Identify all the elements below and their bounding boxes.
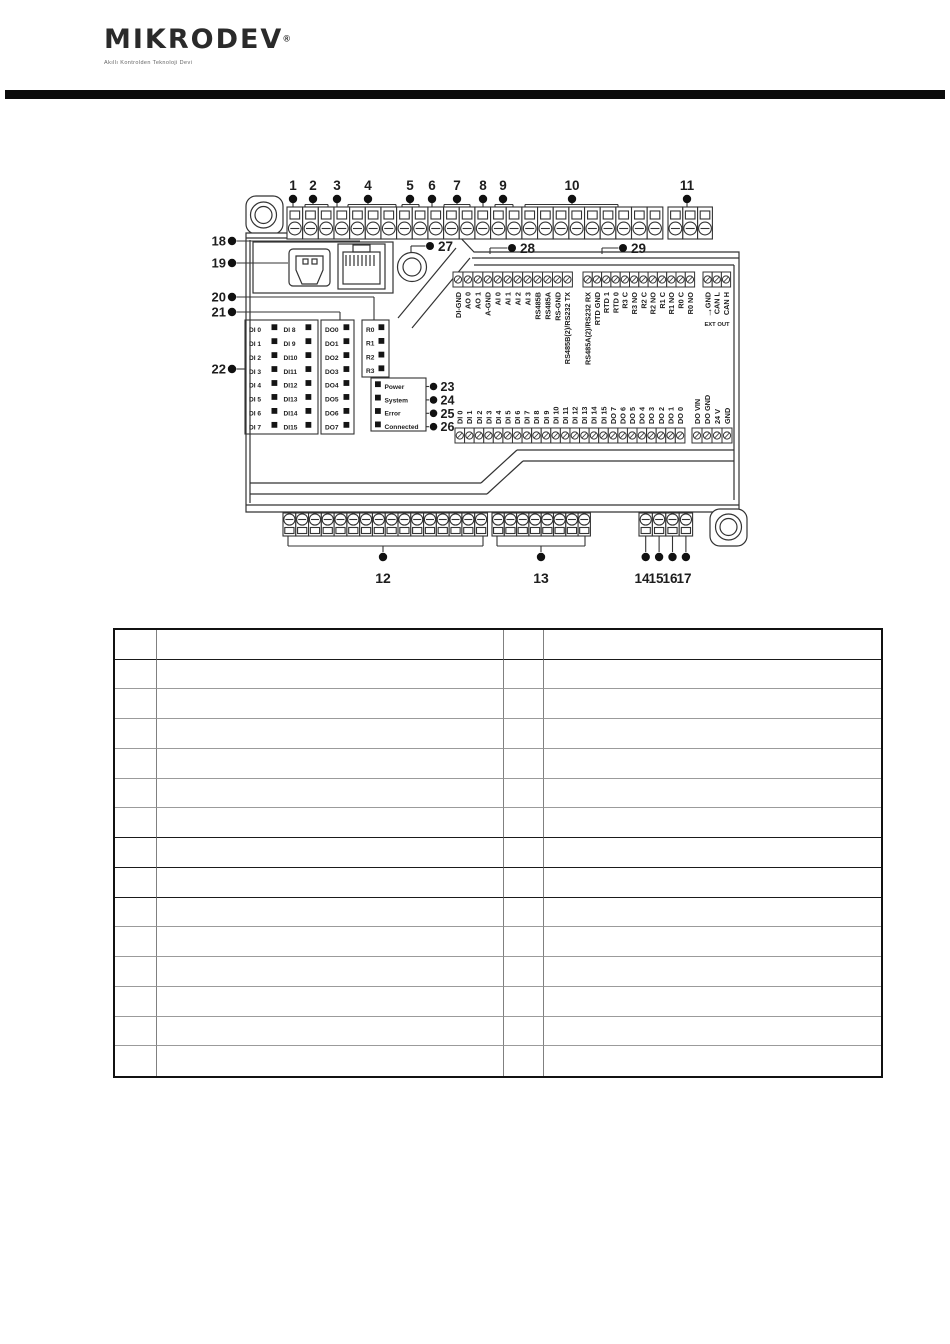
table-cell xyxy=(157,957,504,987)
pin-label: System xyxy=(384,397,408,405)
pin-label: DO4 xyxy=(325,382,339,390)
pin-label: DO3 xyxy=(325,368,339,376)
pin-label: 26 xyxy=(440,420,455,435)
table-cell xyxy=(504,749,544,779)
table-cell xyxy=(544,749,881,779)
led-square-icon xyxy=(375,408,381,414)
pin-label: DI 9 xyxy=(283,340,296,348)
led-square-icon xyxy=(306,408,312,414)
pin-label: RS485A(2)/RS232 RX xyxy=(583,292,593,366)
pin-label: RS485B xyxy=(533,292,543,320)
pin-label: ↑ xyxy=(707,307,713,318)
pin-label: 20 xyxy=(211,289,226,305)
pin-label: AI 3 xyxy=(523,292,533,306)
pin-label: EXT OUT xyxy=(704,322,730,328)
led-square-icon xyxy=(379,352,385,358)
pin-label: 1 xyxy=(289,178,297,193)
led-square-icon xyxy=(306,338,312,344)
pin-label: GND xyxy=(703,292,713,309)
pin-label: DO 6 xyxy=(618,406,628,424)
pin-label: 16 xyxy=(662,571,678,586)
table-cell xyxy=(157,749,504,779)
table-cell xyxy=(544,1017,881,1047)
callout-dot xyxy=(655,553,663,561)
pin-label: DI14 xyxy=(283,410,298,418)
led-square-icon xyxy=(272,394,278,400)
pin-label: RS485A xyxy=(543,292,553,320)
pin-label: DI 5 xyxy=(249,396,262,404)
table-cell xyxy=(157,1017,504,1047)
pin-label: AO 0 xyxy=(463,292,473,310)
table-cell xyxy=(504,630,544,660)
table-cell xyxy=(504,898,544,928)
table-cell xyxy=(544,1046,881,1076)
table-cell xyxy=(544,898,881,928)
callout-dot xyxy=(333,195,341,203)
callout-dot xyxy=(430,410,438,418)
table-cell xyxy=(115,898,157,928)
pin-label: A-GND xyxy=(483,292,493,316)
pin-label: DO 2 xyxy=(656,406,666,424)
callout-dot xyxy=(642,553,650,561)
pin-label: DI 11 xyxy=(560,406,570,424)
table-cell xyxy=(157,689,504,719)
callout-dot xyxy=(428,195,436,203)
callout-dot xyxy=(479,195,487,203)
table-cell xyxy=(115,957,157,987)
pin-label: DO 4 xyxy=(637,406,647,424)
table-cell xyxy=(115,749,157,779)
pin-label: R3 NO xyxy=(629,292,639,315)
pin-label: DO5 xyxy=(325,396,339,404)
screw-terminal xyxy=(585,207,601,239)
ethernet-port-icon xyxy=(338,244,385,289)
led-square-icon xyxy=(379,338,385,344)
device-diagram xyxy=(0,0,950,620)
led-square-icon xyxy=(375,381,381,387)
pin-label: DO VIN xyxy=(692,398,702,424)
led-square-icon xyxy=(272,422,278,428)
pin-label: RS485B(2)/RS232 TX xyxy=(563,292,573,365)
pin-label: RTD 1 xyxy=(602,292,612,314)
table-cell xyxy=(544,838,881,868)
pin-label: DO6 xyxy=(325,410,339,418)
pin-label: 22 xyxy=(211,361,226,377)
table-cell xyxy=(115,630,157,660)
pin-label: 21 xyxy=(211,304,226,320)
screw-terminal xyxy=(491,207,507,239)
led-square-icon xyxy=(344,324,350,330)
screw-terminal xyxy=(350,207,366,239)
pin-label: DI 4 xyxy=(493,410,503,424)
led-square-icon xyxy=(306,324,312,330)
callout-dot xyxy=(406,195,414,203)
table-cell xyxy=(157,898,504,928)
pin-label: DI 1 xyxy=(249,340,262,348)
table-cell xyxy=(115,719,157,749)
pin-label: RTD GND xyxy=(592,292,602,326)
table-cell xyxy=(544,689,881,719)
table-cell xyxy=(157,868,504,898)
screw-terminal xyxy=(647,207,663,239)
pin-label: 6 xyxy=(428,178,436,193)
pin-label: AO 1 xyxy=(473,292,483,310)
pin-label: DI 15 xyxy=(599,406,609,424)
screw-terminal xyxy=(600,207,616,239)
callout-dot xyxy=(683,195,691,203)
pin-label: DO1 xyxy=(325,340,339,348)
pin-label: 23 xyxy=(440,380,455,394)
pin-label: DI13 xyxy=(283,396,298,404)
pin-label: R2 C xyxy=(639,292,649,309)
pin-label: 12 xyxy=(375,570,391,586)
pin-label: R1 NO xyxy=(667,292,677,315)
table-cell xyxy=(115,660,157,690)
table-cell xyxy=(504,987,544,1017)
led-square-icon xyxy=(272,380,278,386)
pin-label: 29 xyxy=(631,241,647,256)
screw-terminal xyxy=(444,207,460,239)
pin-label: 10 xyxy=(564,178,580,193)
led-square-icon xyxy=(272,338,278,344)
led-square-icon xyxy=(344,366,350,372)
callout-dot xyxy=(228,365,236,373)
pin-label: DO 7 xyxy=(608,406,618,424)
table-cell xyxy=(544,808,881,838)
led-square-icon xyxy=(344,380,350,386)
table-cell xyxy=(115,987,157,1017)
table-cell xyxy=(504,957,544,987)
callout-dot xyxy=(430,396,438,404)
pin-label: DI 7 xyxy=(522,410,532,424)
led-square-icon xyxy=(272,408,278,414)
screw-terminal xyxy=(365,207,381,239)
pin-label: DI 6 xyxy=(249,410,262,418)
pin-label: DI 13 xyxy=(580,406,590,424)
registered-mark: ® xyxy=(283,33,290,44)
callout-dot xyxy=(537,553,545,561)
brand-tagline: Akıllı Kontrolden Teknoloji Devi xyxy=(104,60,193,66)
pin-label: DI12 xyxy=(283,382,298,390)
table-cell xyxy=(544,868,881,898)
pin-label: 7 xyxy=(453,178,461,193)
pin-label: 2 xyxy=(309,178,317,193)
pin-label: 14 xyxy=(634,571,650,586)
callout-dot xyxy=(499,195,507,203)
callout-dot xyxy=(568,195,576,203)
pin-label: 8 xyxy=(479,178,487,193)
table-cell xyxy=(504,868,544,898)
table-cell xyxy=(115,779,157,809)
table-cell xyxy=(544,660,881,690)
screw-terminal xyxy=(397,207,413,239)
table-cell xyxy=(115,868,157,898)
pin-label: Error xyxy=(384,410,401,418)
table-cell xyxy=(544,927,881,957)
callout-dot xyxy=(228,259,236,267)
pin-label: 24 xyxy=(440,393,455,408)
callout-dot xyxy=(228,293,236,301)
table-cell xyxy=(157,719,504,749)
led-square-icon xyxy=(379,365,385,371)
pin-label: 19 xyxy=(211,255,226,271)
pin-label: 4 xyxy=(364,178,372,193)
callout-dot xyxy=(228,308,236,316)
pin-label: DI 8 xyxy=(283,326,296,334)
table-cell xyxy=(157,1046,504,1076)
callout-dot xyxy=(228,237,236,245)
callout-dot xyxy=(426,242,434,250)
pin-label: DI 8 xyxy=(532,410,542,424)
table-cell xyxy=(504,927,544,957)
pin-label: DI 7 xyxy=(249,424,262,432)
screw-terminal xyxy=(569,207,585,239)
led-square-icon xyxy=(272,366,278,372)
pin-label: DI 4 xyxy=(249,382,262,390)
pin-label: DI 5 xyxy=(503,410,513,424)
pin-label: R1 xyxy=(366,340,375,348)
pin-label: DI 2 xyxy=(249,354,262,362)
pin-label: 27 xyxy=(438,239,454,254)
pin-label: R0 NO xyxy=(685,292,695,315)
led-square-icon xyxy=(344,394,350,400)
pin-label: DI 1 xyxy=(465,410,475,424)
pin-label: R1 C xyxy=(657,292,667,309)
pin-label: R3 xyxy=(366,368,375,375)
table-cell xyxy=(115,689,157,719)
callout-dot xyxy=(309,195,317,203)
table-cell xyxy=(157,927,504,957)
pin-label: AI 0 xyxy=(493,292,503,306)
table-cell xyxy=(544,719,881,749)
led-square-icon xyxy=(306,366,312,372)
pin-label: DI-GND xyxy=(453,292,463,318)
led-square-icon xyxy=(344,352,350,358)
screw-terminal xyxy=(632,207,648,239)
pin-label: 28 xyxy=(520,241,536,256)
callout-dot xyxy=(289,195,297,203)
pin-label: R0 C xyxy=(676,292,686,309)
pin-label: DI 10 xyxy=(551,406,561,424)
pin-label: DI 0 xyxy=(249,326,262,334)
led-square-icon xyxy=(344,408,350,414)
pin-label: R2 NO xyxy=(648,292,658,315)
led-square-icon xyxy=(306,380,312,386)
led-square-icon xyxy=(272,324,278,330)
pin-label: DO 0 xyxy=(675,406,685,424)
pin-label: DI 3 xyxy=(249,368,262,376)
pin-label: 18 xyxy=(211,233,226,249)
screw-terminal xyxy=(475,207,491,239)
callout-dot xyxy=(619,244,627,252)
table-cell xyxy=(115,1017,157,1047)
callout-dot xyxy=(668,553,676,561)
table-cell xyxy=(544,957,881,987)
pin-label: R2 xyxy=(366,354,375,362)
usb-port-icon xyxy=(289,249,330,286)
pin-label: 5 xyxy=(406,178,414,193)
pin-label: CAN L xyxy=(712,292,722,315)
pin-label: R0 xyxy=(366,326,375,334)
callout-dot xyxy=(364,195,372,203)
table-cell xyxy=(504,779,544,809)
table-cell xyxy=(504,660,544,690)
pin-label: DO 3 xyxy=(647,406,657,424)
table-cell xyxy=(115,838,157,868)
led-square-icon xyxy=(344,422,350,428)
pin-label: DI10 xyxy=(283,354,298,362)
callout-dot xyxy=(508,244,516,252)
table-cell xyxy=(115,808,157,838)
pin-label: DO 1 xyxy=(666,406,676,424)
pin-label: DO GND xyxy=(702,394,712,424)
pin-label: Connected xyxy=(384,424,419,432)
callout-dot xyxy=(430,383,438,391)
table-cell xyxy=(504,1046,544,1076)
pin-label: 25 xyxy=(440,406,455,421)
screw-terminal xyxy=(412,207,428,239)
led-square-icon xyxy=(375,422,381,428)
pin-label: DI 6 xyxy=(513,410,523,424)
callout-dot xyxy=(453,195,461,203)
screw-terminal xyxy=(334,207,350,239)
pin-label: DI 14 xyxy=(589,406,599,424)
table-cell xyxy=(115,1046,157,1076)
table-cell xyxy=(157,987,504,1017)
pin-label: DO 5 xyxy=(628,406,638,424)
table-cell xyxy=(544,630,881,660)
screw-terminal xyxy=(522,207,538,239)
screw-terminal xyxy=(553,207,569,239)
table-cell xyxy=(157,808,504,838)
screw-terminal xyxy=(303,207,319,239)
table-cell xyxy=(157,660,504,690)
screw-terminal xyxy=(287,207,303,239)
antenna-knob-icon xyxy=(398,253,427,282)
screw-terminal xyxy=(459,207,475,239)
pin-label: DI11 xyxy=(283,368,298,376)
pin-label: DI 12 xyxy=(570,406,580,424)
led-square-icon xyxy=(306,394,312,400)
pin-label: DI 3 xyxy=(484,410,494,424)
table-cell xyxy=(504,808,544,838)
pin-label: Power xyxy=(384,383,405,391)
pin-label: R3 C xyxy=(620,292,630,309)
led-square-icon xyxy=(379,324,385,330)
table-cell xyxy=(504,838,544,868)
pin-label: DI15 xyxy=(283,424,298,432)
table-cell xyxy=(544,987,881,1017)
screw-terminal xyxy=(538,207,554,239)
pin-label: DO7 xyxy=(325,424,339,432)
pin-label: GND xyxy=(722,407,732,424)
pin-label: DO0 xyxy=(325,326,339,334)
led-square-icon xyxy=(306,352,312,358)
pin-label: RTD 0 xyxy=(611,292,621,314)
screw-terminal xyxy=(616,207,632,239)
screw-terminal xyxy=(381,207,397,239)
led-square-icon xyxy=(272,352,278,358)
pin-label: AI 1 xyxy=(503,292,513,306)
pin-label: AI 2 xyxy=(513,292,523,306)
brand-name: MIKRODEV xyxy=(104,24,284,55)
callout-dot xyxy=(430,423,438,431)
table-cell xyxy=(115,927,157,957)
led-square-icon xyxy=(344,338,350,344)
callout-dot xyxy=(379,553,387,561)
led-square-icon xyxy=(306,422,312,428)
screw-terminal xyxy=(318,207,334,239)
callout-dot xyxy=(682,553,690,561)
screw-terminal xyxy=(428,207,444,239)
table-cell xyxy=(504,719,544,749)
pin-label: 17 xyxy=(676,571,692,586)
table-cell xyxy=(157,779,504,809)
pin-label: DO2 xyxy=(325,354,339,362)
pin-label: DI 9 xyxy=(541,410,551,424)
io-description-table xyxy=(113,628,883,1078)
pin-label: DI 0 xyxy=(455,410,465,424)
table-cell xyxy=(544,779,881,809)
pin-label: 13 xyxy=(533,570,549,586)
table-cell xyxy=(157,838,504,868)
table-cell xyxy=(504,1017,544,1047)
led-square-icon xyxy=(375,395,381,401)
table-cell xyxy=(504,689,544,719)
pin-label: 9 xyxy=(499,178,507,193)
pin-label: 24 V xyxy=(712,408,722,424)
pin-label: RS-GND xyxy=(553,292,563,321)
screw-terminal xyxy=(506,207,522,239)
pin-label: 11 xyxy=(679,178,695,193)
pin-label: 3 xyxy=(333,178,341,193)
pin-label: CAN H xyxy=(721,292,731,316)
table-cell xyxy=(157,630,504,660)
pin-label: 15 xyxy=(648,571,664,586)
pin-label: DI 2 xyxy=(474,410,484,424)
